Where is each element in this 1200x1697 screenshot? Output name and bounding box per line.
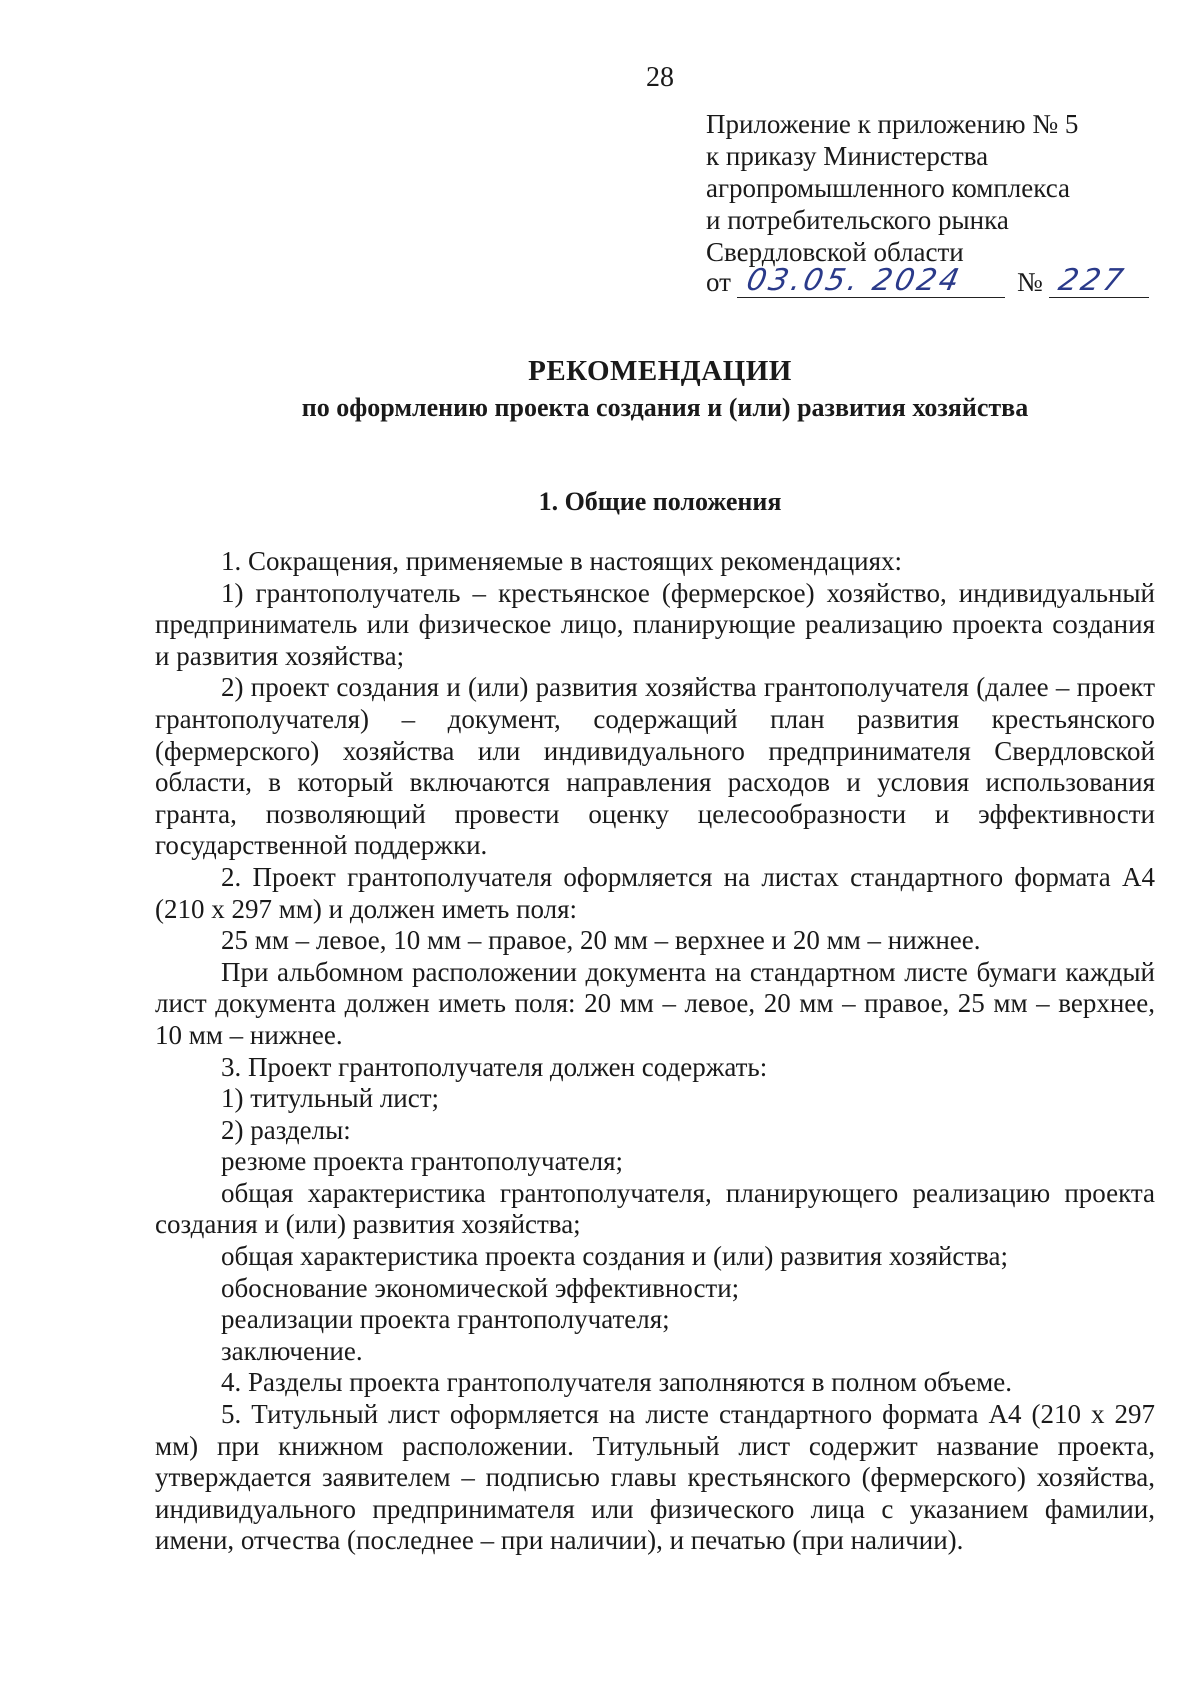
appendix-line: Приложение к приложению № 5 [706,109,1079,139]
document-subtitle: по оформлению проекта создания и (или) развития хозяйства [301,393,1029,422]
paragraph: 3. Проект грантополучателя должен содержать: [221,1051,768,1082]
section-heading: 1. Общие положения [538,487,782,516]
paragraph: 2) разделы: [221,1114,351,1145]
paragraph: 2. Проект грантополучателя оформляется на листах стандартного формата А4 (210 х 297 мм) и должен иметь поля: [155,861,1155,924]
order-date-number-line [706,263,1156,298]
appendix-line: к приказу Министерства [706,141,989,171]
appendix-block [706,108,1156,298]
paragraph: резюме проекта грантополучателя; [221,1146,624,1177]
document-title: РЕКОМЕНДАЦИИ [528,355,792,387]
from-label: от [706,267,731,297]
paragraph: 5. Титульный лист оформляется на листе стандартного формата А4 (210 х 297 мм) при книжном расположении. Титульный лист содержит название проекта, утверждается заявителем – подписью главы крестьянского (фермерского) хозяйства, индивидуального предпринимателя или физического лица с указанием фамилии, имени, отчества (последнее – при наличии), и печатью (при наличии). [155,1399,1155,1556]
paragraph: заключение. [221,1335,363,1366]
paragraph: 4. Разделы проекта грантополучателя заполняются в полном объеме. [221,1367,1012,1398]
handwritten-number: 227 [1055,263,1129,298]
number-field [1049,263,1149,298]
paragraph: 1. Сокращения, применяемые в настоящих рекомендациях: [221,546,903,576]
date-field [737,263,1005,298]
appendix-line: Свердловской области [706,237,964,267]
paragraph: При альбомном расположении документа на стандартном листе бумаги каждый лист документа должен иметь поля: 20 мм – левое, 20 мм – правое, 25 мм – верхнее, 10 мм – нижнее. [155,956,1155,1050]
page-number: 28 [646,62,674,93]
paragraph: 1) грантополучатель – крестьянское (фермерское) хозяйство, индивидуальный предприниматель или физическое лицо, планирующие реализацию проекта создания и развития хозяйства; [155,577,1155,671]
paragraph: 2) проект создания и (или) развития хозяйства грантополучателя (далее – проект грантополучателя) – документ, содержащий план развития крестьянского (фермерского) хозяйства или индивидуального предпринимателя Свердловской области, в который включаются направления расходов и условия использования гранта, позволяющий провести оценку целесообразности и эффективности государственной поддержки. [155,672,1155,861]
handwritten-date: 03.05. 2024 [743,263,966,298]
paragraph: 1) титульный лист; [221,1083,440,1114]
paragraph: общая характеристика грантополучателя, планирующего реализацию проекта создания и (или) развития хозяйства; [155,1177,1155,1240]
paragraph: 25 мм – левое, 10 мм – правое, 20 мм – верхнее и 20 мм – нижнее. [221,925,981,956]
number-label: № [1016,267,1043,297]
appendix-line: агропромышленного комплекса [706,173,1070,203]
paragraph: обоснование экономической эффективности; [221,1272,740,1303]
paragraph: общая характеристика проекта создания и (или) развития хозяйства; [221,1241,1009,1272]
document-body [155,546,1155,1557]
paragraph: реализации проекта грантополучателя; [221,1304,670,1335]
appendix-line: и потребительского рынка [706,205,1009,235]
